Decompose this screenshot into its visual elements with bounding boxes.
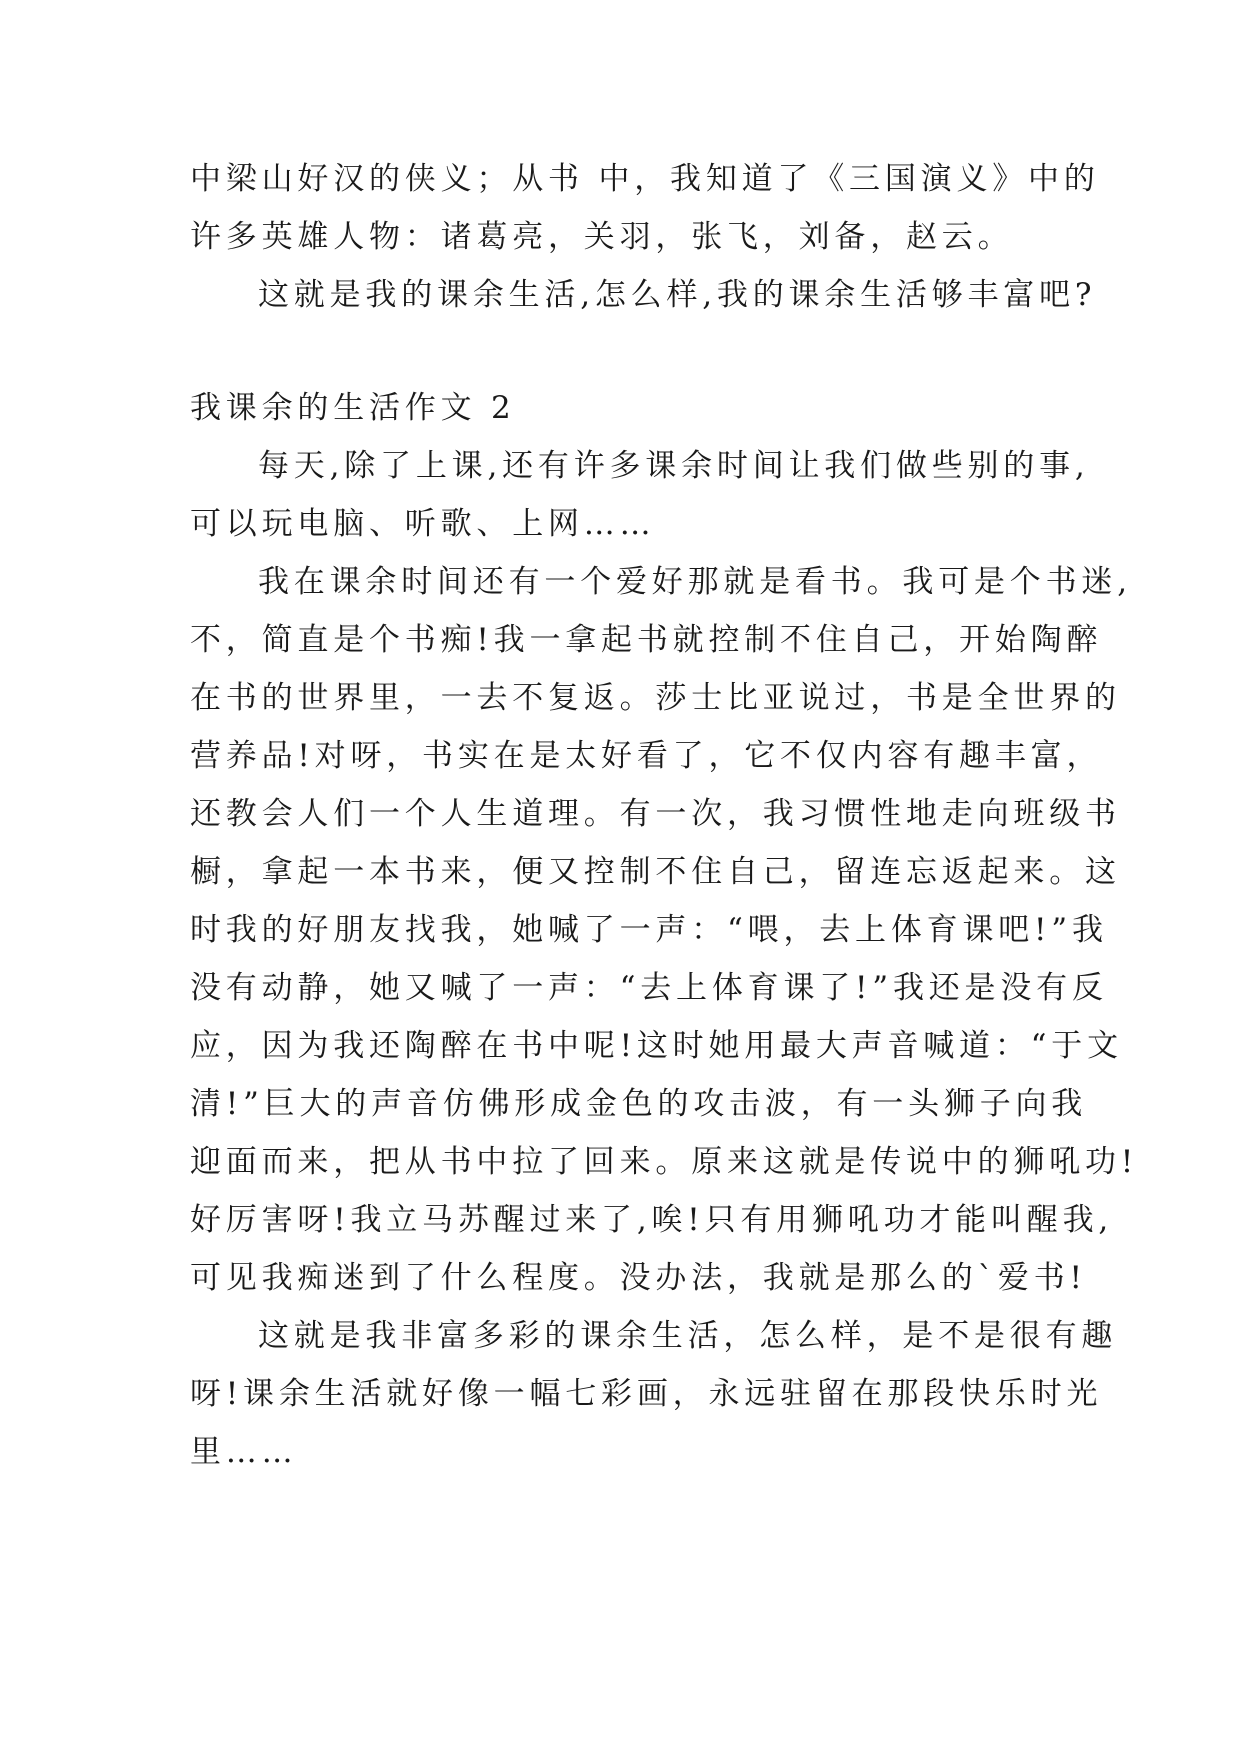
text-line: 清!”巨大的声音仿佛形成金色的攻击波，有一头狮子向我 bbox=[190, 1086, 1088, 1122]
text-line: 里…… bbox=[190, 1434, 298, 1470]
section-title: 我课余的生活作文 2 bbox=[190, 390, 516, 426]
text-line: 时我的好朋友找我，她喊了一声：“喂，去上体育课吧!”我 bbox=[190, 912, 1108, 948]
paragraph-1 bbox=[190, 437, 1090, 553]
text-line: 迎面而来，把从书中拉了回来。原来这就是传说中的狮吼功! bbox=[190, 1144, 1139, 1180]
text-line: 好厉害呀!我立马苏醒过来了,唉!只有用狮吼功才能叫醒我, bbox=[190, 1202, 1114, 1238]
paragraph-3 bbox=[190, 1307, 1118, 1481]
document-body bbox=[190, 150, 1139, 1481]
text-line: 没有动静，她又喊了一声：“去上体育课了!”我还是没有反 bbox=[190, 970, 1108, 1006]
intro-closing-paragraph bbox=[190, 266, 1097, 324]
text-line: 可见我痴迷到了什么程度。没办法，我就是那么的`爱书! bbox=[190, 1260, 1087, 1296]
paragraph-2 bbox=[190, 553, 1139, 1307]
text-line: 应，因为我还陶醉在书中呢!这时她用最大声音喊道：“于文 bbox=[190, 1028, 1123, 1064]
text-line: 可以玩电脑、听歌、上网…… bbox=[190, 506, 656, 542]
text-line: 中梁山好汉的侠义；从书 中，我知道了《三国演义》中的 bbox=[190, 161, 1100, 197]
text-line: 营养品!对呀，书实在是太好看了，它不仅内容有趣丰富， bbox=[190, 738, 1103, 774]
text-line: 在书的世界里，一去不复返。莎士比亚说过，书是全世界的 bbox=[190, 680, 1121, 716]
text-line: 还教会人们一个人生道理。有一次，我习惯性地走向班级书 bbox=[190, 796, 1121, 832]
text-line: 呀!课余生活就好像一幅七彩画，永远驻留在那段快乐时光 bbox=[190, 1376, 1103, 1412]
text-line: 不，简直是个书痴!我一拿起书就控制不住自己，开始陶醉 bbox=[190, 622, 1103, 658]
text-line: 橱，拿起一本书来，便又控制不住自己，留连忘返起来。这 bbox=[190, 854, 1121, 890]
intro-paragraph bbox=[190, 150, 1100, 266]
text-line: 每天,除了上课,还有许多课余时间让我们做些别的事, bbox=[258, 448, 1090, 484]
text-line: 我在课余时间还有一个爱好那就是看书。我可是个书迷, bbox=[258, 564, 1132, 600]
text-line: 这就是我的课余生活,怎么样,我的课余生活够丰富吧? bbox=[258, 277, 1097, 313]
text-line: 这就是我非富多彩的课余生活，怎么样，是不是很有趣 bbox=[258, 1318, 1118, 1354]
text-line: 许多英雄人物：诸葛亮，关羽，张飞，刘备，赵云。 bbox=[190, 219, 1014, 255]
